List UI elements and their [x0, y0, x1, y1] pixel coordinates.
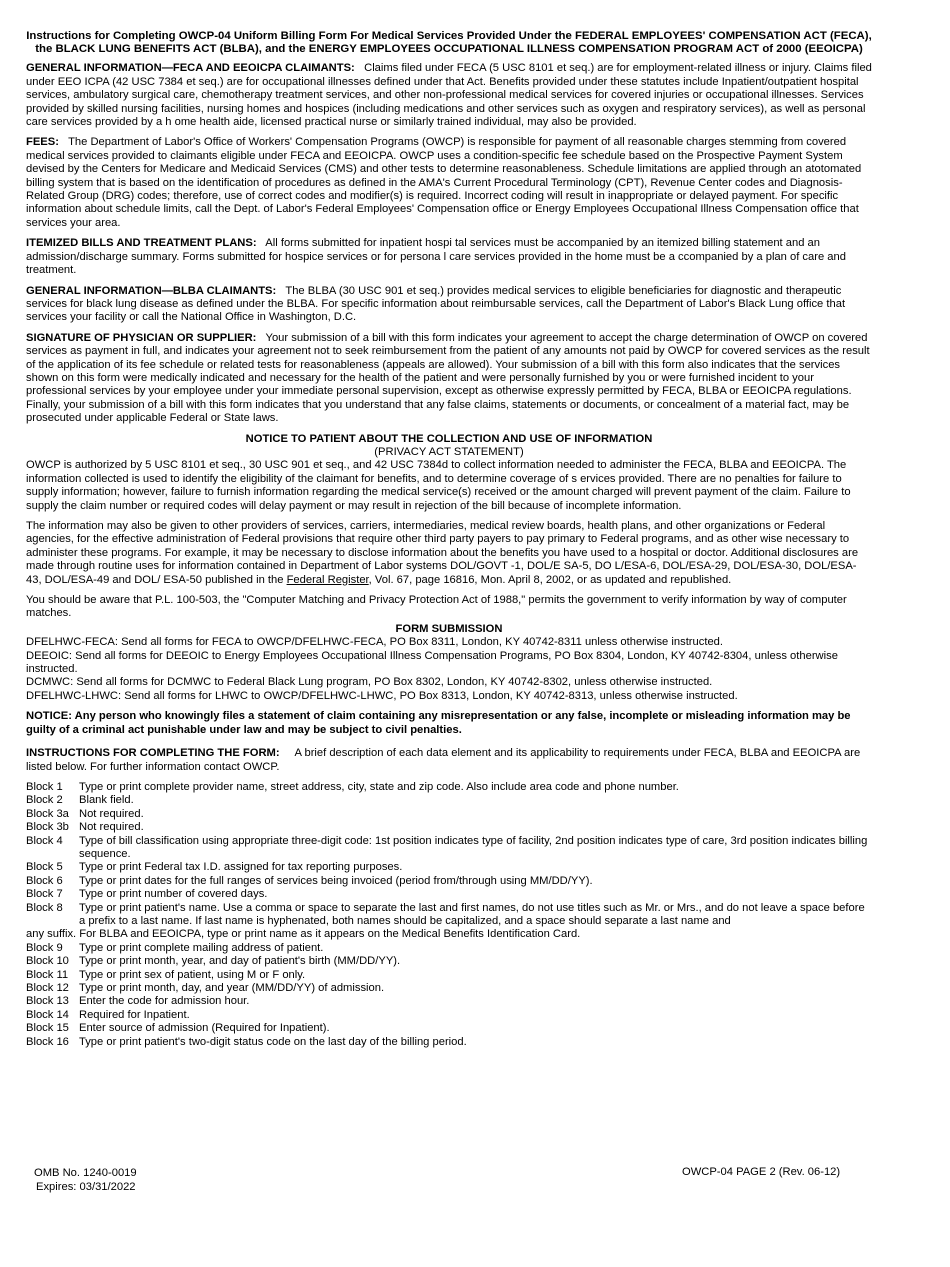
federal-register-reference: Federal Register [286, 573, 369, 586]
block-text: Type or print number of covered days. [79, 888, 268, 901]
block-label: Block 2 [26, 794, 63, 807]
block-item [26, 808, 872, 821]
block-label: Block 3b [26, 821, 69, 834]
expiration-date: Expires: 03/31/2022 [36, 1181, 136, 1193]
block-text: Type or print month, year, and day of patient's birth (MM/DD/YY). [79, 955, 401, 968]
block-item [26, 888, 872, 901]
block-label: Block 6 [26, 874, 63, 887]
block-label: Block 7 [26, 888, 63, 901]
submission-line: DCMWC: Send all forms for DCMWC to Federal Black Lung program, PO Box 8302, London, KY 40742-8302, unless otherwise instructed. [26, 676, 713, 689]
penalty-notice: NOTICE: Any person who knowingly files a statement of claim containing any misrepresentation or any false, incomplete or misleading information may be guilty of a criminal act punishable under law and may be subject to civil penalties. [26, 710, 851, 736]
block-item [26, 821, 872, 834]
block-text: Type or print month, day, and year (MM/DD/YY) of admission. [79, 982, 385, 994]
notice-paragraph-2-text: The information may also be given to other providers of services, carriers, intermediaries, medical review boards, health plans, and other organizations or Federal agencies, for the effective administration of Federal provisions that require other third party payers to pay primary to Federal programs, and as other wise necessary to administer these programs. For example, it may be necessary to disclose information about the benefits you have used to a hospital or doctor. Additional disclosures are made through routine uses for information contained in Department of Labor systems DOL/GOVT -1, DOL/E SA-5, DO L/ESA-6, DOL/ESA-29, DOL/ESA-30, DOL/ESA-43, DOL/ESA-49 and DOL/ ESA-50 published in the [26, 520, 859, 586]
block-item [26, 781, 872, 794]
block-label: Block 8 [26, 901, 63, 914]
block-text: Type or print complete provider name, street address, city, state and zip code. Also include area code and phone number. [79, 780, 679, 793]
block-text: Type or print patient's name. Use a comma or space to separate the last and first names, do not use titles such as Mr. or Mrs., and do not leave a space before a prefix to a last name. If last name is hyphenated, both names should be capitalized, and a space should separate a last name and [79, 901, 865, 927]
block-label: Block 3a [26, 807, 69, 820]
section-body: Your submission of a bill with this form indicates your agreement to accept the charge determination of OWCP on covered services as payment in full, and indicates your agreement not to seek reimbursement from the patient of any amounts not paid by OWCP for covered services as the result of the application of its fee schedule or related tests for reasonableness (appeals are allowed). Your submission of a bill with this form also indicates that the services shown on this form were medically indicated and necessary for the health of the patient and were personally furnished by you or were furnished incident to your professional services by your employee under your immediate personal supervision, except as otherwise expressly permitted by FECA, BLBA or EEOICPA regulations. Finally, your submission of a bill with this form indicates that you understand that any false claims, statements or documents, or concealment of a material fact, may be prosecuted under applicable Federal or State laws. [26, 331, 870, 425]
block-text: Type or print sex of patient, using M or F only. [79, 968, 306, 981]
block-text: Type or print Federal tax I.D. assigned for tax reporting purposes. [79, 861, 403, 874]
block-text: Blank field. [79, 794, 134, 807]
instructions-heading: INSTRUCTIONS FOR COMPLETING THE FORM: [26, 747, 280, 760]
section-heading: SIGNATURE OF PHYSICIAN OR SUPPLIER: [26, 331, 257, 344]
block-text: Type or print complete mailing address of patient. [79, 941, 324, 954]
omb-number: OMB No. 1240-0019 [34, 1167, 137, 1179]
submission-line: DFELHWC-LHWC: Send all forms for LHWC to OWCP/DFELHWC-LHWC, PO Box 8313, London, KY 40742-8313, unless otherwise instructed. [26, 689, 738, 702]
block-list [26, 781, 872, 1049]
document-title: Instructions for Completing OWCP-04 Uniform Billing Form For Medical Services Provided Under the FEDERAL EMPLOYEES' COMPENSATION ACT (FECA), the BLACK LUNG BENEFITS ACT (BLBA), and the ENERGY EMPLOYEES OCCUPATIONAL ILLNESS COMPENSATION PROGRAM ACT of 2000 (EEOICPA) [26, 30, 872, 56]
block-text: Type or print dates for the full ranges of services being invoiced (period from/through using MM/DD/YY). [79, 874, 593, 887]
section-heading: FEES: [26, 136, 59, 149]
block-item [26, 1036, 872, 1049]
submission-line: DEEOIC: Send all forms for DEEOIC to Energy Employees Occupational Illness Compensation Programs, PO Box 8304, London, KY 40742-8304, unless otherwise instructed. [26, 649, 838, 676]
block-text: Not required. [79, 821, 144, 834]
block-item [26, 794, 872, 807]
block-label: Block 16 [26, 1035, 69, 1048]
instructions-intro-text: A brief description of each data element and its applicability to requirements under FECA, BLBA and EEOICPA are listed below. For further information contact OWCP. [26, 747, 861, 773]
block-item [26, 875, 872, 888]
section-general-blba [26, 285, 872, 325]
block-item [26, 1009, 872, 1022]
section-fees [26, 136, 872, 230]
section-signature [26, 332, 872, 426]
block-label: Block 11 [26, 968, 69, 981]
block-label: Block 4 [26, 834, 63, 847]
block-label: Block 15 [26, 1022, 69, 1035]
document-page [26, 30, 872, 1049]
block-item [26, 955, 872, 968]
block-item [26, 1022, 872, 1035]
section-body: The BLBA (30 USC 901 et seq.) provides medical services to eligible beneficiaries for diagnostic and therapeutic services for black lung disease as defined under the BLBA. For specific information about reimbursable services, call the Department of Labor's Black Lung office that services your facility or call the National Office in Washington, D.C. [26, 284, 846, 324]
footer-form-id: OWCP-04 PAGE 2 (Rev. 06-12) [682, 1166, 841, 1178]
section-heading: GENERAL INFORMATION—FECA AND EEOICPA CLAIMANTS: [26, 62, 355, 75]
block-item [26, 995, 872, 1008]
block-text: Required for Inpatient. [79, 1008, 190, 1021]
block-label: Block 10 [26, 955, 69, 968]
section-heading: ITEMIZED BILLS AND TREATMENT PLANS: [26, 237, 257, 250]
block-text: Not required. [79, 807, 144, 820]
notice-heading: NOTICE TO PATIENT ABOUT THE COLLECTION AND USE OF INFORMATION [245, 432, 653, 445]
notice-subheading: (PRIVACY ACT STATEMENT) [374, 445, 524, 458]
block-item [26, 969, 872, 982]
notice-paragraph-2-tail: , Vol. 67, page 16816, Mon. April 8, 2002, or as updated and republished. [368, 573, 732, 586]
block-label: Block 5 [26, 861, 63, 874]
block-text: Enter source of admission (Required for Inpatient). [79, 1022, 330, 1035]
block-label: Block 12 [26, 982, 69, 994]
footer-omb-block [34, 1166, 137, 1194]
block-item [26, 835, 872, 862]
instructions-intro [26, 747, 872, 774]
block-item [26, 861, 872, 874]
section-itemized [26, 237, 872, 277]
submission-line: DFELHWC-FECA: Send all forms for FECA to OWCP/DFELHWC-FECA, PO Box 8311, London, KY 40742-8311 unless otherwise instructed. [26, 636, 723, 649]
notice-paragraph-2 [26, 520, 872, 587]
block-label: Block 1 [26, 780, 63, 793]
block-item [26, 902, 872, 929]
block-8-continuation: any suffix. For BLBA and EEOICPA, type or print name as it appears on the Medical Benefits Identification Card. [26, 928, 581, 941]
block-item [26, 942, 872, 955]
section-heading: GENERAL INFORMATION—BLBA CLAIMANTS: [26, 284, 277, 297]
section-body: All forms submitted for inpatient hospi tal services must be accompanied by an itemized billing statement and an admission/discharge summary. Forms submitted for hospice services or for persona l care services provided in the home must be a ccompanied by a plan of care and treatment. [26, 237, 846, 277]
block-item [26, 982, 872, 995]
notice-paragraph-3: You should be aware that P.L. 100-503, the "Computer Matching and Privacy Protection Act of 1988," permits the government to verify information by way of computer matches. [26, 594, 847, 620]
notice-paragraph-1: OWCP is authorized by 5 USC 8101 et seq., 30 USC 901 et seq., and 42 USC 7384d to collect information needed to administer the FECA, BLBA and EEOICPA. The information collected is used to identify the eligibility of the claimant for benefits, and to determine coverage of s ervices provided. There are no penalties for failure to supply information; however, failure to furnish information regarding the medical service(s) received or the amount charged will prevent payment of the claim. Failure to supply the claim number or required codes will delay payment or may result in rejection of the bill because of incomplete information. [26, 459, 851, 512]
block-label: Block 9 [26, 941, 63, 954]
section-body: The Department of Labor's Office of Workers' Compensation Programs (OWCP) is responsible for payment of all reasonable charges stemming from covered medical services provided to claimants eligible under FECA and EEOICPA. OWCP uses a condition-specific fee schedule based on the Prospective Payment System devised by the Centers for Medicare and Medicaid Services (CMS) and other tests to determine reasonableness. Schedule limitations are applied through an atotomated billing system that is based on the identification of procedures as defined in the AMA's Current Procedural Terminology (CPT), Revenue Center codes and Diagnosis-Related Group (DRG) codes; therefore, use of correct codes and modifier(s) is required. Incorrect coding will result in inappropriate or delayed payment. For specific information about schedule limits, call the Dept. of Labor's Federal Employees' Compensation office or Energy Employees Occupational Illness Compensation office that services your area. [26, 136, 862, 229]
block-label: Block 14 [26, 1008, 69, 1021]
block-text: Enter the code for admission hour. [79, 995, 250, 1008]
section-general-feca [26, 62, 872, 129]
block-text: Type of bill classification using appropriate three-digit code: 1st position indicates type of facility, 2nd position indicates type of care, 3rd position indicates billing sequence. [79, 834, 868, 860]
section-body: Claims filed under FECA (5 USC 8101 et seq.) are for employment-related illness or injury. Claims filed under EEO ICPA (42 USC 7384 et seq.) are for occupational illnesses defined under that Act. Benefits provided under these statutes include Inpatient/outpatient hospital services, ambulatory surgical care, chemotherapy treatment services, and other non-professional medical services for covered injuries or occupational illnesses. Services provided by skilled nursing facilities, nursing homes and hospices (including medications and other services such as oxygen and respiratory services), as well as personal care services provided by a h ome health aide, licensed practical nurse or similarly trained individual, may also be provided. [26, 62, 872, 129]
block-text: Type or print patient's two-digit status code on the last day of the billing period. [79, 1035, 467, 1048]
block-label: Block 13 [26, 995, 69, 1008]
form-submission-heading: FORM SUBMISSION [395, 622, 503, 635]
